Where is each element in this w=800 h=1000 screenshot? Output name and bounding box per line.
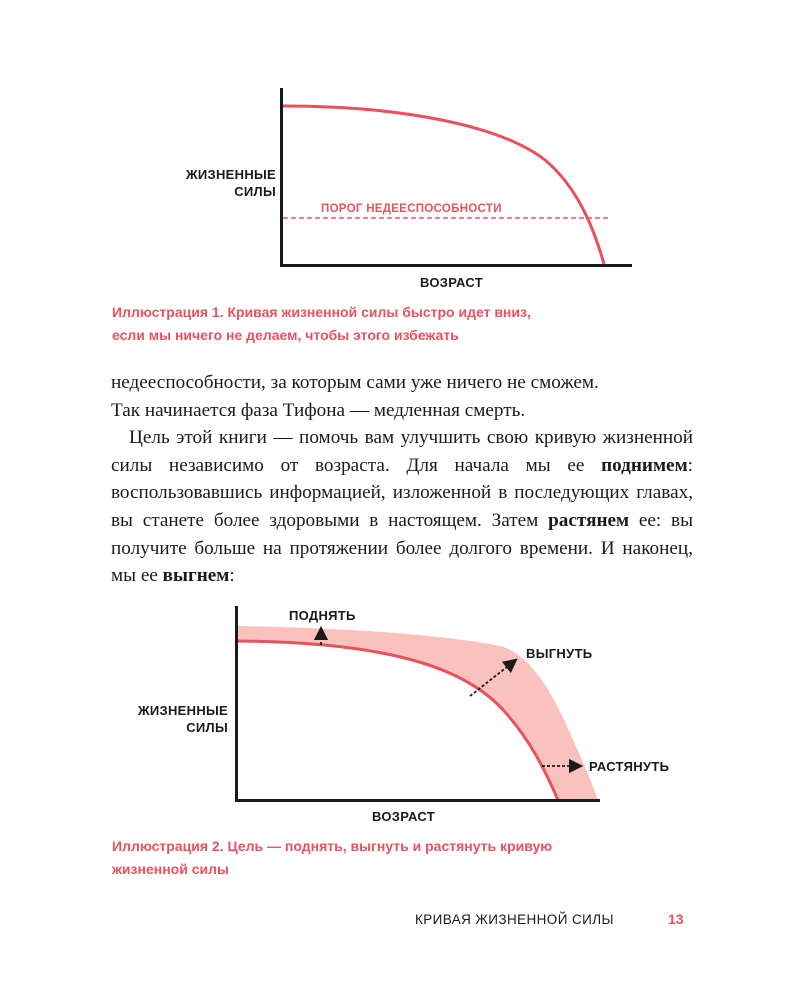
body-bold-raise: поднимем [601, 454, 688, 476]
figure-1-threshold-label: ПОРОГ НЕДЕЕСПОСОБНОСТИ [321, 203, 502, 215]
running-title: КРИВАЯ ЖИЗНЕННОЙ СИЛЫ [415, 912, 614, 927]
body-bold-bend: выгнем [162, 565, 230, 587]
figure-2-stretch-label: РАСТЯНУТЬ [589, 759, 670, 774]
figure-1-caption-line1: Иллюстрация 1. Кривая жизненной силы быстро идет вниз, [112, 304, 531, 320]
figure-1-ylabel-line1: ЖИЗНЕННЫЕ [185, 167, 276, 182]
body-p2-part3: ее: вы получите больше на протяжении более долгого времени. И наконец, мы ее [111, 509, 693, 587]
figure-2-ylabel [98, 702, 228, 736]
figure-2-caption-line1: Иллюстрация 2. Цель — поднять, выгнуть и растянуть кривую [112, 838, 553, 854]
figure-2-bend-label: ВЫГНУТЬ [526, 646, 593, 661]
body-p2-part2: : воспользовавшись информацией, изложенной в последующих главах, вы станете более здоровыми в настоящем. Затем [111, 454, 693, 531]
figure-2-caption [112, 835, 712, 881]
figure-1-xlabel: ВОЗРАСТ [420, 275, 484, 290]
figure-2-ylabel-line2: СИЛЫ [186, 720, 228, 735]
body-line-2: Так начинается фаза Тифона — медленная смерть. [111, 399, 526, 421]
figure-1-caption-line2: если мы ничего не делаем, чтобы этого избежать [112, 327, 459, 343]
body-line-1: недееспособности, за которым сами уже ничего не сможем. [111, 372, 599, 393]
page-number: 13 [668, 911, 684, 927]
body-p2-part1: Цель этой книги — помочь вам улучшить свою кривую жизненной силы независимо от возраста. Для начала мы ее [111, 427, 693, 476]
body-bold-stretch: растянем [548, 509, 630, 531]
figure-1-ylabel-line2: СИЛЫ [234, 184, 276, 199]
figure-2-xlabel: ВОЗРАСТ [372, 809, 436, 824]
figure-2-raise-label: ПОДНЯТЬ [289, 608, 356, 623]
figure-2-ylabel-line1: ЖИЗНЕННЫЕ [137, 703, 228, 718]
body-p2-part4: : [229, 565, 235, 587]
figure-2-caption-line2: жизненной силы [112, 861, 229, 877]
